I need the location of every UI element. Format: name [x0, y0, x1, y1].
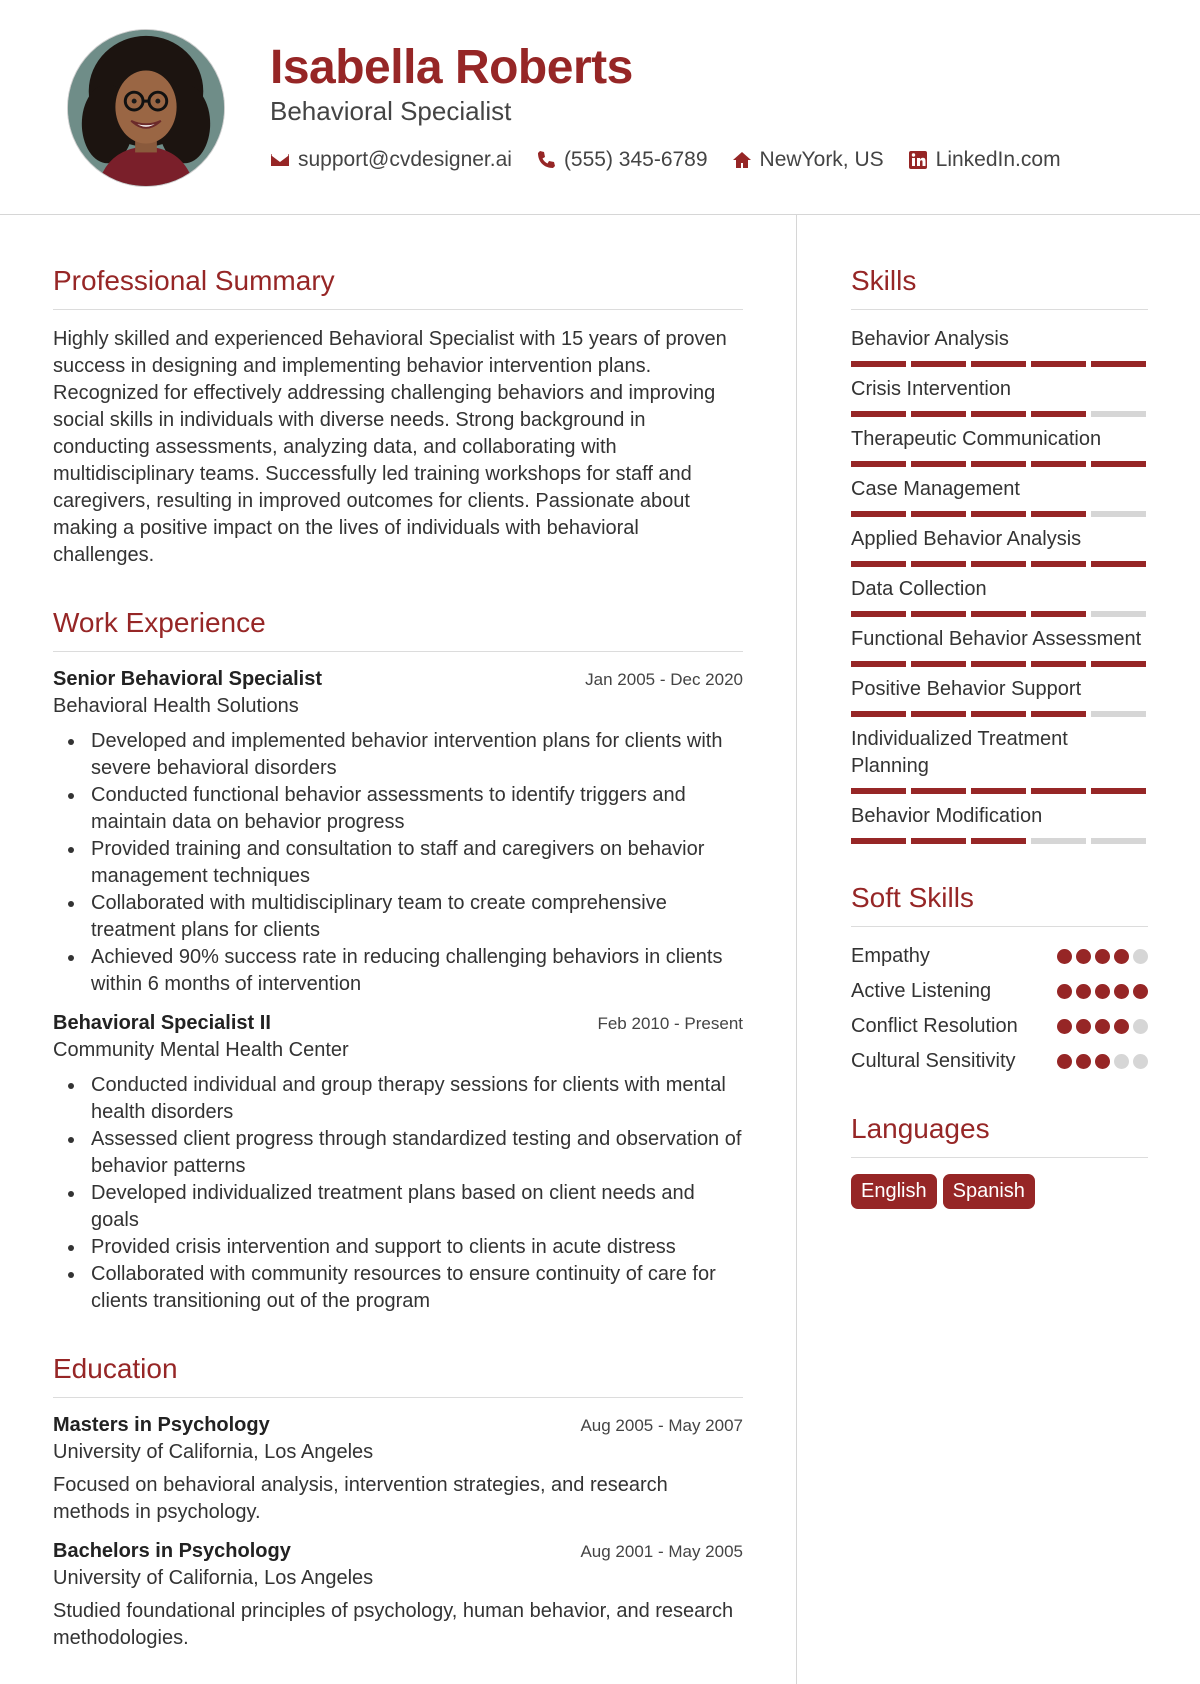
languages-list	[851, 1174, 1148, 1209]
skill-level-bar	[851, 788, 1148, 794]
rating-dot	[1114, 949, 1129, 964]
skill-level-bar	[851, 838, 1148, 844]
rating-dot	[1095, 1054, 1110, 1069]
rating-dot	[1076, 1019, 1091, 1034]
summary-heading: Professional Summary	[53, 265, 743, 310]
job-bullet: Provided training and consultation to staff and caregivers on behavior management techniques	[53, 836, 743, 890]
contact-phone-text: (555) 345-6789	[563, 148, 708, 171]
skill-level-segment	[1031, 511, 1086, 517]
job-title: Senior Behavioral Specialist	[53, 668, 322, 690]
rating-dot	[1076, 1054, 1091, 1069]
soft-skill-rating	[1057, 1054, 1148, 1069]
skill-level-segment	[1031, 561, 1086, 567]
rating-dot	[1095, 984, 1110, 999]
soft-skill-rating	[1057, 984, 1148, 999]
rating-dot	[1114, 1054, 1129, 1069]
education-description: Focused on behavioral analysis, intervention strategies, and research methods in psychology.	[53, 1474, 668, 1523]
rating-dot	[1057, 1019, 1072, 1034]
skill-level-segment	[971, 461, 1026, 467]
contact-list	[270, 148, 1085, 172]
skill-item	[851, 326, 1148, 367]
soft-skill-item	[851, 1048, 1148, 1075]
rating-dot	[1133, 1054, 1148, 1069]
job-bullets	[53, 1072, 743, 1315]
skill-item	[851, 676, 1148, 717]
skill-level-segment	[1031, 611, 1086, 617]
summary-section	[53, 265, 743, 569]
skill-level-segment	[1091, 711, 1146, 717]
skill-item	[851, 726, 1148, 794]
soft-skill-name: Active Listening	[851, 980, 992, 1002]
contact-location-text: NewYork, US	[759, 148, 884, 171]
skill-level-segment	[1091, 838, 1146, 844]
main-column	[53, 265, 743, 1684]
skill-name: Crisis Intervention	[851, 378, 1012, 400]
skill-level-segment	[971, 411, 1026, 417]
home-icon	[732, 150, 752, 170]
contact-linkedin[interactable]	[908, 148, 1061, 172]
job-entry	[53, 1012, 743, 1315]
rating-dot	[1057, 1054, 1072, 1069]
skill-item	[851, 426, 1148, 467]
skill-level-segment	[851, 361, 906, 367]
rating-dot	[1133, 1019, 1148, 1034]
skill-level-segment	[911, 411, 966, 417]
linkedin-icon	[908, 150, 928, 170]
soft-skills-section	[851, 882, 1148, 1075]
rating-dot	[1095, 1019, 1110, 1034]
rating-dot	[1114, 984, 1129, 999]
skill-level-segment	[1091, 361, 1146, 367]
education-heading: Education	[53, 1353, 743, 1398]
rating-dot	[1057, 949, 1072, 964]
skill-name: Positive Behavior Support	[851, 678, 1082, 700]
envelope-icon	[270, 150, 290, 170]
profile-photo	[67, 29, 225, 187]
skill-name: Case Management	[851, 478, 1020, 500]
soft-skill-name: Empathy	[851, 945, 930, 967]
skill-level-segment	[1091, 611, 1146, 617]
job-entry	[53, 668, 743, 998]
skill-level-bar	[851, 461, 1148, 467]
job-bullet: Provided crisis intervention and support to clients in acute distress	[53, 1234, 743, 1261]
job-bullet: Developed individualized treatment plans based on client needs and goals	[53, 1180, 743, 1234]
skill-level-segment	[851, 838, 906, 844]
rating-dot	[1133, 984, 1148, 999]
skill-level-segment	[1031, 661, 1086, 667]
rating-dot	[1095, 949, 1110, 964]
degree-title: Bachelors in Psychology	[53, 1540, 291, 1562]
job-organization: Behavioral Health Solutions	[53, 695, 299, 717]
skill-level-segment	[971, 561, 1026, 567]
contact-email[interactable]	[270, 148, 512, 172]
rating-dot	[1114, 1019, 1129, 1034]
skill-item	[851, 476, 1148, 517]
skill-level-segment	[851, 711, 906, 717]
skill-level-segment	[851, 561, 906, 567]
skill-level-segment	[1031, 788, 1086, 794]
skill-level-segment	[851, 411, 906, 417]
skill-level-segment	[1091, 461, 1146, 467]
skill-level-bar	[851, 561, 1148, 567]
resume-header	[0, 0, 1200, 215]
skill-level-segment	[851, 611, 906, 617]
contact-phone[interactable]	[536, 148, 708, 172]
rating-dot	[1076, 984, 1091, 999]
skill-level-segment	[911, 361, 966, 367]
job-title: Behavioral Specialist II	[53, 1012, 271, 1034]
skill-level-segment	[1031, 461, 1086, 467]
skills-section	[851, 265, 1148, 844]
education-date: Aug 2005 - May 2007	[580, 1416, 743, 1435]
skill-level-segment	[911, 838, 966, 844]
skill-level-segment	[1091, 511, 1146, 517]
skill-level-segment	[911, 461, 966, 467]
contact-email-text: support@cvdesigner.ai	[298, 148, 512, 171]
job-date: Feb 2010 - Present	[597, 1014, 743, 1033]
skill-level-segment	[911, 611, 966, 617]
education-entry	[53, 1414, 743, 1526]
education-section	[53, 1353, 743, 1652]
skill-level-bar	[851, 611, 1148, 617]
skill-level-segment	[971, 788, 1026, 794]
candidate-role: Behavioral Specialist	[270, 96, 512, 126]
column-divider	[796, 215, 797, 1684]
education-entry	[53, 1540, 743, 1652]
summary-text: Highly skilled and experienced Behavioral Specialist with 15 years of proven success in designing and implementing behavior intervention plans. Recognized for effectively addressing challenging behaviors and improving social skills in individuals with diverse needs. Strong background in conducting assessments, analyzing data, and collaborating with multidisciplinary teams. Successfully led training workshops for staff and caregivers, resulting in improved outcomes for clients. Passionate about making a positive impact on the lives of individuals with behavioral challenges.	[53, 328, 727, 566]
skill-level-bar	[851, 411, 1148, 417]
contact-linkedin-text: LinkedIn.com	[935, 148, 1061, 171]
skill-item	[851, 526, 1148, 567]
skill-name: Behavior Modification	[851, 805, 1043, 827]
skill-level-segment	[971, 511, 1026, 517]
rating-dot	[1133, 949, 1148, 964]
language-badge: Spanish	[943, 1174, 1035, 1209]
soft-skill-name: Conflict Resolution	[851, 1015, 1018, 1037]
job-bullet: Achieved 90% success rate in reducing challenging behaviors in clients within 6 months of intervention	[53, 944, 743, 998]
skill-level-segment	[851, 511, 906, 517]
degree-title: Masters in Psychology	[53, 1414, 270, 1436]
job-bullet: Conducted individual and group therapy sessions for clients with mental health disorders	[53, 1072, 743, 1126]
skill-level-segment	[1031, 838, 1086, 844]
skill-level-bar	[851, 661, 1148, 667]
rating-dot	[1057, 984, 1072, 999]
skill-level-segment	[911, 788, 966, 794]
languages-section	[851, 1113, 1148, 1209]
job-organization: Community Mental Health Center	[53, 1039, 349, 1061]
skill-item	[851, 803, 1148, 844]
experience-heading: Work Experience	[53, 607, 743, 652]
skill-level-segment	[851, 661, 906, 667]
skill-name: Behavior Analysis	[851, 328, 1009, 350]
skill-level-segment	[911, 661, 966, 667]
soft-skill-rating	[1057, 949, 1148, 964]
education-description: Studied foundational principles of psychology, human behavior, and research methodologies.	[53, 1600, 734, 1649]
side-column	[851, 265, 1148, 1247]
skill-level-segment	[911, 511, 966, 517]
education-date: Aug 2001 - May 2005	[580, 1542, 743, 1561]
job-bullet: Collaborated with community resources to ensure continuity of care for clients transitioning out of the program	[53, 1261, 743, 1315]
skill-level-bar	[851, 361, 1148, 367]
skill-name: Functional Behavior Assessment	[851, 628, 1142, 650]
job-bullets	[53, 728, 743, 998]
skill-name: Data Collection	[851, 578, 987, 600]
skill-name: Applied Behavior Analysis	[851, 528, 1082, 550]
skill-level-segment	[971, 611, 1026, 617]
skill-name: Individualized Treatment Planning	[851, 728, 1068, 777]
skills-heading: Skills	[851, 265, 1148, 310]
skill-level-bar	[851, 511, 1148, 517]
skill-level-segment	[1031, 711, 1086, 717]
language-badge: English	[851, 1174, 937, 1209]
skill-level-segment	[971, 661, 1026, 667]
languages-heading: Languages	[851, 1113, 1148, 1158]
skill-level-segment	[971, 711, 1026, 717]
skill-level-segment	[1091, 561, 1146, 567]
rating-dot	[1076, 949, 1091, 964]
skill-level-segment	[1091, 411, 1146, 417]
candidate-name: Isabella Roberts	[270, 41, 633, 94]
skills-list	[851, 326, 1148, 844]
skill-item	[851, 376, 1148, 417]
skill-item	[851, 576, 1148, 617]
skill-level-segment	[1031, 361, 1086, 367]
job-bullet: Developed and implemented behavior intervention plans for clients with severe behavioral disorders	[53, 728, 743, 782]
phone-icon	[536, 150, 556, 170]
skill-item	[851, 626, 1148, 667]
contact-location	[732, 148, 884, 172]
skill-level-segment	[1091, 661, 1146, 667]
soft-skills-list	[851, 943, 1148, 1075]
soft-skill-item	[851, 943, 1148, 970]
soft-skill-rating	[1057, 1019, 1148, 1034]
soft-skill-name: Cultural Sensitivity	[851, 1050, 1016, 1072]
skill-level-segment	[1031, 411, 1086, 417]
skill-level-segment	[1091, 788, 1146, 794]
skill-level-segment	[911, 561, 966, 567]
skill-level-segment	[911, 711, 966, 717]
skill-level-segment	[971, 838, 1026, 844]
school-name: University of California, Los Angeles	[53, 1441, 374, 1463]
soft-skills-heading: Soft Skills	[851, 882, 1148, 927]
skill-name: Therapeutic Communication	[851, 428, 1102, 450]
experience-section	[53, 607, 743, 1315]
skill-level-segment	[851, 788, 906, 794]
soft-skill-item	[851, 978, 1148, 1005]
profile-photo-illustration	[68, 30, 224, 186]
job-date: Jan 2005 - Dec 2020	[585, 670, 743, 689]
job-bullet: Conducted functional behavior assessments to identify triggers and maintain data on behavior progress	[53, 782, 743, 836]
job-bullet: Assessed client progress through standardized testing and observation of behavior patterns	[53, 1126, 743, 1180]
skill-level-segment	[971, 361, 1026, 367]
school-name: University of California, Los Angeles	[53, 1567, 374, 1589]
skill-level-bar	[851, 711, 1148, 717]
soft-skill-item	[851, 1013, 1148, 1040]
job-bullet: Collaborated with multidisciplinary team to create comprehensive treatment plans for clients	[53, 890, 743, 944]
skill-level-segment	[851, 461, 906, 467]
